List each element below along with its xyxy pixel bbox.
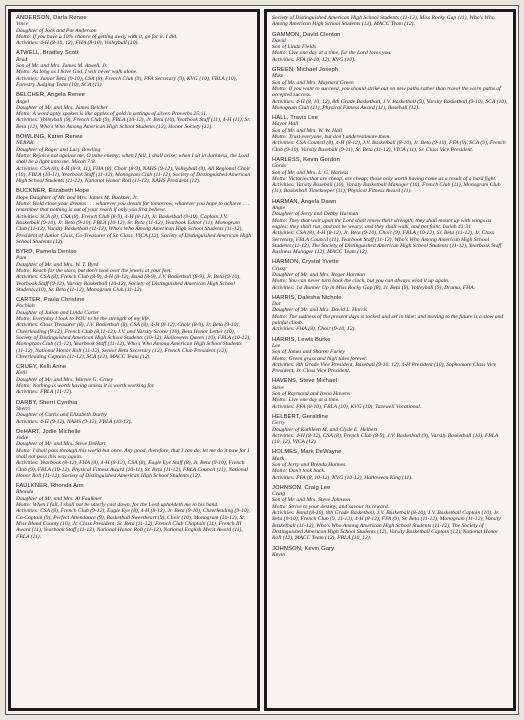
senior-detail-line: Angie [272, 205, 286, 212]
senior-detail-line: Activities: 4-H (8, 10, 12), 8th Grade Basketball, J.V. Basketball (9), Varsity Basketball (9-10), SCA (10), Monogram Club (11), Physical Fitness Award (11), Baseball (12). [272, 98, 508, 111]
senior-detail-line: Motto: Everyday I look to YOU to be the strength of my life. [16, 316, 151, 323]
senior-detail-line: Activities: CSA Council (8), 4-H (8-12), J.V. Basketball (8-10), Jr. Beta (9-10), FFA (9), SCA (9), French Club (9-10), Varsity Baseball (9-11), Sr. Beta (11-12), VICA (11), Sr. Class Vice President. [272, 140, 506, 153]
senior-name: CARTER, Paula Christine [16, 297, 85, 304]
senior-name: HOLMES, Mark DeWayne [272, 449, 342, 456]
senior-detail-line: Motto: Hold close your dreams . . . whatever you dream for tomorrow, whatever you hope to achieve . . . remember that nothing is out of your reach if only you first believe. [16, 201, 250, 214]
senior-detail-line: Activities: 8th Grade Vice President, Baseball (9-10, 12), 4-H President (10), Sophomore Class Vice President, Jr. Class Vice President. [272, 361, 497, 375]
senior-detail-line: Motto: When I fall, I shall not be utterly cast down, for the Lord upholdeth me in his hand. [16, 502, 219, 509]
senior-name: JOHNSON, Kevin Gary [272, 545, 335, 552]
senior-detail-line: Son of Mr. and Mrs. Maynard Green [272, 79, 354, 86]
senior-detail-line: Motto: The sadness of the present days is locked and set in time; and moving to the future is a slow and painful climb. [272, 313, 504, 327]
senior-detail-line: Activities: Yearbook (8-12), FHA (8), 4-H (8-12), CSA (8), Eagle Eye Staff (8), Jr. Beta (9-10), French Club (9), FBLA (10-12), Physical Fitness Award (10-11), Sr. Beta (11-12), FBLA Council (11), National Honor Roll (11-12), Society of Distinguished American High School Students (12). [16, 460, 248, 479]
senior-entry [272, 337, 508, 375]
senior-entry [16, 134, 252, 184]
senior-detail-line: Motto: Strive to your destiny, and savour its reward. [272, 503, 390, 510]
senior-detail-line: Activities: FFA (8-10, 12), KVG (10). [272, 56, 356, 63]
senior-detail-line: Activities: SCA (8), CSA (8), French Club (8-9), 4-H (8-12), Jr. Basketball (9-10), Captain J.V. Basketball (9-10), Jr. Beta (9-10), FBLA (10-12), Sr. Beta (11-12), Yearbook Editor (11), Monogram Club (11-12), Varsity Basketball (11-12), Who's Who Among American High School Students (11-12), President of Junior Class, Co-Treasurer of Sr. Class, VICA (12), Society of Distinguished American High School Students (12). [16, 213, 252, 245]
senior-detail-line: Motto: They that wait upon the Lord shall renew their strength; they shall mount up with wings as eagles; they shall run, and not be weary; and they shall walk, and not faint. Isaiah 41:31 [272, 217, 492, 230]
senior-entry [272, 115, 508, 153]
senior-entry [16, 92, 252, 130]
senior-detail-line: Motto: Nothing is worth having unless it is worth working for. [16, 383, 155, 390]
senior-detail-line: Gordo [272, 163, 287, 170]
senior-detail-line: Motto: Don't look back. [272, 468, 326, 475]
senior-entry [272, 157, 508, 195]
senior-detail-line: Daughter of Curtis and Elizabeth Darby [16, 412, 107, 419]
senior-name: BUCKNER, Elizabeth Hope [16, 188, 90, 195]
senior-detail-line: Daughter of Mr. and Mrs. Roger Harmon [272, 271, 365, 278]
senior-entry [16, 400, 252, 425]
senior-name: HAVENS, Steve Michael [272, 378, 338, 385]
senior-detail-line: Motto: I shall pass through this world but once. Any good, therefore, that I can do, let me do it now for I shall not pass this way again. [16, 447, 250, 460]
page-frame [5, 5, 519, 715]
senior-name: BOWLING, Karen Renee [16, 134, 83, 141]
left-column [8, 9, 260, 711]
senior-name: HARLESS, Kevin Gordon [272, 156, 340, 163]
senior-detail-line: Steve [272, 384, 284, 391]
senior-entry [272, 485, 508, 542]
senior-detail-line: Daughter of Mr. and Mrs. W. T. Byrd [16, 261, 99, 268]
senior-name: HALL, Travis Lee [272, 115, 319, 122]
senior-detail-line: Activities: Varsity Baseball (10), Varsity Basketball Manager (10), French Club (11), Monogram Club (11), Basketball Timekeeper (11), Physical Fitness Award (11). [272, 182, 501, 195]
senior-detail-line: Motto: Victories that are cheap, are cheap; those only worth having come as a result of a hard fight. [272, 175, 497, 182]
senior-name: GAMMON, David Clenton [272, 31, 341, 38]
senior-detail-line: Activities: 4-H (9-12), NAHS (9-12), FBLA (10-12). [16, 418, 132, 425]
senior-detail-line: Daughter of Mr. and Mrs. Steve DeHart [16, 441, 106, 448]
senior-detail-line: Activities: Band (8-10), 8th Grade Basketball, J.V. Basketball (8-10), J.V. Basketball Captain (10), Jr. Beta (9-10), French Club (9, 11-12), 4-H (8-12), FFA (9), Sr. Beta (11-12), Monogram (11-12), Varsity Basketball (11-12), Who's Who Among American High School Students (11-12), The Society of Distinguished American High School Students (12), Varsity Basketball Captain (12), National Honor Roll (12), MACC Team (12), FBLA (10, 12). [272, 510, 501, 542]
senior-name: HARMAN, Angela Dawn [272, 198, 337, 205]
senior-entry [272, 15, 508, 28]
senior-entry [16, 50, 252, 88]
senior-detail-line: Society of Distinguished American High School Students (11-12), Miss Rocky Gap (11), Who's Who Among American High School Students (12), MACC Team (12). [272, 15, 495, 28]
senior-detail-line: Motto: Live one day at a time, for the Lord loves you. [272, 50, 392, 57]
senior-name: HARMON, Crystal Yvette [272, 259, 339, 266]
senior-detail-line: Son of Mr. and Mrs. Steve Johnson [272, 497, 350, 504]
senior-detail-line: Daughter of Jerry and Debby Harman [272, 211, 359, 218]
senior-detail-line: Gerry [272, 420, 286, 427]
senior-detail-line: Mark [272, 455, 285, 462]
right-column [264, 9, 516, 711]
senior-detail-line: Motto: If you have a 10% chance of getting away with it, go for it. I did. [16, 33, 178, 40]
senior-entry [16, 483, 252, 540]
senior-detail-line: Daughter of Mr. and Mrs. Al Faulkner [16, 495, 102, 502]
senior-entry [272, 378, 508, 409]
senior-detail-line: Activities: FBLA (11-12). [16, 389, 73, 396]
senior-name: ATWELL, Bradley Scott [16, 50, 79, 57]
senior-detail-line: NERAK [16, 140, 34, 147]
senior-detail-line: Motto: Rejoice not against me, O mine enemy; when I fall, I shall arise; when I sit in darkness, the Lord shall be a light unto me. Micah 7:8. [16, 152, 249, 166]
senior-name: HELBERT, Geraldine [272, 413, 329, 420]
senior-entry [16, 429, 252, 479]
senior-name: BELCHER, Angela Renee [16, 92, 86, 99]
senior-detail-line: Craig [272, 491, 286, 498]
senior-name: FAULKNER, Rhonda Ann [16, 483, 84, 490]
senior-detail-line: Activities: CSA (8), French Club (9-12), Eagle Eye (8), 4-H (8-12), Jr. Beta (9-10), Cheerleading (9-10), Co-Captain (9), Perfect Attendance (9), Basketball Sweetheart (9), Choir (10), Monogram (10-12), Sr. Miss Bland County (10), Jr. Class President, Sr. Beta (11-12), French Club Chaplain (11), French III Award (11), Yearbook Staff (11-12), National Honor Roll (11-12), National English Merit Award (11), FBLA (11). [16, 508, 250, 540]
senior-detail-line: Jodie [16, 435, 29, 442]
senior-name: HARRIS, Lewis Burke [272, 336, 331, 343]
senior-detail-line: Activities: Class Treasurer (8), J.V. Basketball (8), CSA (8), 4-H (8-12), Choir (8-9), Jr. Beta (9-10), Cheerleading (9-12), French Club (8,11-12), J.V. and Varsity Scorer (10), Beta Honor Letter (10), Society of Distinguished American High School Students (10-12), Halloween Queen (10), FBLA (10-12), Monogram Club (11-12), Yearbook Staff (11-12), Who's Who Among American High School Students (11-12), National Honor Roll (11-12), Senior Beta Secretary (12), French Club President (12), Cheerleading Captain (11-12), SCA (12), MACC Team (12). [16, 322, 251, 360]
senior-name: DARBY, Sherri Cynthia [16, 399, 78, 406]
senior-detail-line: Motto: You can never turn back the clock, but you can always wind it up again. [272, 278, 450, 285]
senior-detail-line: Daughter of Mr. and Mrs. David L. Harris [272, 307, 368, 314]
senior-detail-line: Motto: Live one day at a time. [272, 397, 340, 404]
senior-detail-line: Daughter of Julian and Linda Carter [16, 309, 100, 316]
senior-detail-line: Activities: 1st Runner Up in Miss Rocky Gap (8), Jr. Beta (9), Volleyball (9), Drama, FHA. [272, 284, 476, 291]
senior-detail-line: Son of Mr. and Mrs. L. G. Harless [272, 169, 349, 176]
senior-detail-line: Activities: 4-H (8-12), CSA (8), French Club (8-9), J.V. Basketball (9), Varsity Basketball (10), FBLA (10, 12), VICA (12). [272, 432, 499, 446]
senior-detail-line: Activities: CSA (8), 4-H (8-9, 11), FHA (8), Choir (8-9), NAHS (9-12), Volleyball (9), All Regional Choir (10), FBLA (10-11), Yearbook Staff (11-12), Monogram Club (11-12), Society of Distinguished American High School Students (11-12), National Honor Roll (11-12), NAHS President (12). [16, 165, 251, 185]
senior-entry [16, 297, 252, 360]
senior-entry [272, 259, 508, 290]
senior-detail-line: Motto: Reach for the stars, but don't look over the jewels at your feet. [16, 267, 172, 274]
senior-entry [272, 546, 508, 559]
senior-detail-line: Son of James and Sharon Farley [272, 349, 345, 356]
senior-detail-line: Angel [16, 98, 30, 105]
senior-detail-line: Activities: CSA (8), French Club (8-9), 4-H (8-12), Band (8-9), J.V. Basketball (8-9), Jr. Beta (9-10), Yearbook Staff (9-12), Varsity Basketball (10-12), Society of Distinguished American High School Students (10), Sr. Beta (11-12), Monogram Club (11-12). [16, 274, 241, 293]
senior-detail-line: Activities: Volleyball (9), French Club (9), FBLA (10-12), Jr. Beta (10), Yearbook Staff (11), 4-H (11), Sr. Beta (12), Who's Who Among American High School Students (12), Honor Society (12). [16, 117, 251, 130]
senior-name: GREEN, Michael Joseph [272, 67, 339, 74]
senior-entry [16, 188, 252, 245]
senior-entry [272, 199, 508, 256]
senior-detail-line: Activities: FFA (8-10), FBLA (10), KVG (10), Tazewell Vocational. [272, 403, 422, 410]
senior-detail-line: Mayor Hall [272, 121, 299, 128]
senior-detail-line: Activities: FHA (8), Choir (9-10, 12). [272, 326, 356, 333]
senior-entry [272, 32, 508, 63]
senior-name: BYRD, Pamela Denise [16, 249, 77, 256]
senior-detail-line: Daughter of Roger and Lucy Bowling [16, 146, 101, 153]
senior-entry [16, 249, 252, 293]
senior-detail-line: Dar [272, 301, 282, 308]
senior-detail-line: Lee [272, 342, 281, 349]
senior-detail-line: Sherri [16, 405, 30, 412]
senior-detail-line: Hope Daughter of Mr. and Mrs. James M. Buckner, Jr. [16, 194, 138, 201]
senior-detail-line: Pam [16, 255, 27, 262]
senior-detail-line: Motto: Green grass and high tides forever. [272, 355, 368, 362]
senior-detail-line: Daughter of Mr. and Mrs. James Belcher [16, 104, 108, 111]
senior-detail-line: Daughter of Jack and Pat Anderson [16, 27, 97, 34]
senior-detail-line: Pochlah [16, 303, 35, 310]
senior-entry [272, 67, 508, 111]
senior-entry [16, 15, 252, 46]
senior-detail-line: David [272, 37, 286, 44]
senior-detail-line: Activities: CSA (8), 4-H (8-12), Jr. Beta (9-10), Choir (9), FBLA (10-12), Sr. Beta (11-12), Jr. Class Secretary, FBLA Council (11), Yearbook Staff (11-12), Who's Who Among American High School Students (11-12), The Society of Distinguished American High School Students (11-12), Yearbook Staff Business Manager (12), MACC Team (12). [272, 230, 502, 256]
senior-entry [272, 449, 508, 480]
senior-entry [272, 414, 508, 445]
senior-entry [16, 364, 252, 395]
senior-detail-line: Activities: Junior Beta (9-10), CSA (8), French Club (9), FFA Secretary (9), KVG (10), FBLA (10), Forestry Judging Team (10), SCA (11). [16, 75, 237, 88]
senior-name: ANDERSON, Darla Renee [16, 15, 87, 21]
senior-detail-line: Motto: As long as I have God, I will never walk alone. [16, 69, 138, 76]
senior-name: HARRIS, Dalesha Nichole [272, 294, 342, 301]
senior-detail-line: Daughter of Mr. and Mrs. Warnie G. Cruey [16, 376, 114, 383]
senior-detail-line: Kelli [16, 370, 27, 377]
senior-detail-line: Son of Linda Fields [272, 44, 316, 51]
senior-detail-line: Activities: FFA (8, 10-12), KVG (10-12), Halloween King (11). [272, 474, 413, 481]
senior-name: DeHART, Jodie Michelle [16, 428, 81, 435]
senior-name: JOHNSON, Craig Lee [272, 484, 331, 491]
senior-detail-line: Brad [16, 56, 28, 63]
senior-detail-line: Mike [272, 73, 284, 80]
senior-detail-line: Son of Mr. and Mrs. W. W. Hall [272, 127, 342, 134]
senior-detail-line: Crissy [272, 265, 287, 272]
senior-detail-line: Kevin [272, 551, 286, 558]
senior-detail-line: Daughter of Kathleen M. and Clyde E. Helbert [272, 426, 378, 433]
senior-name: CRUEY, Kelli Anne [16, 364, 67, 371]
senior-entry [272, 295, 508, 333]
senior-detail-line: Activities: 4-H (8-10, 12), FHA (8-10), Volleyball (10). [16, 40, 139, 47]
senior-detail-line: Motto: If you want to succeed, you should strike out on new paths rather than travel the worn paths of accepted success. [272, 85, 501, 99]
senior-detail-line: Vince [16, 21, 29, 28]
senior-detail-line: Rhonda [16, 489, 34, 496]
senior-detail-line: Son of Mr. and Mrs. James M. Atwell, Jr. [16, 63, 108, 70]
senior-detail-line: Motto: A word aptly spoken is like apples of gold in settings of silver. Proverbs 25:11. [16, 111, 208, 118]
senior-detail-line: Son of Raymond and Irena Havens [272, 391, 350, 398]
senior-detail-line: Motto: Trust everyone, but don't underestimate them. [272, 134, 391, 141]
senior-detail-line: Son of Jerry and Brenda Holmes [272, 462, 346, 468]
